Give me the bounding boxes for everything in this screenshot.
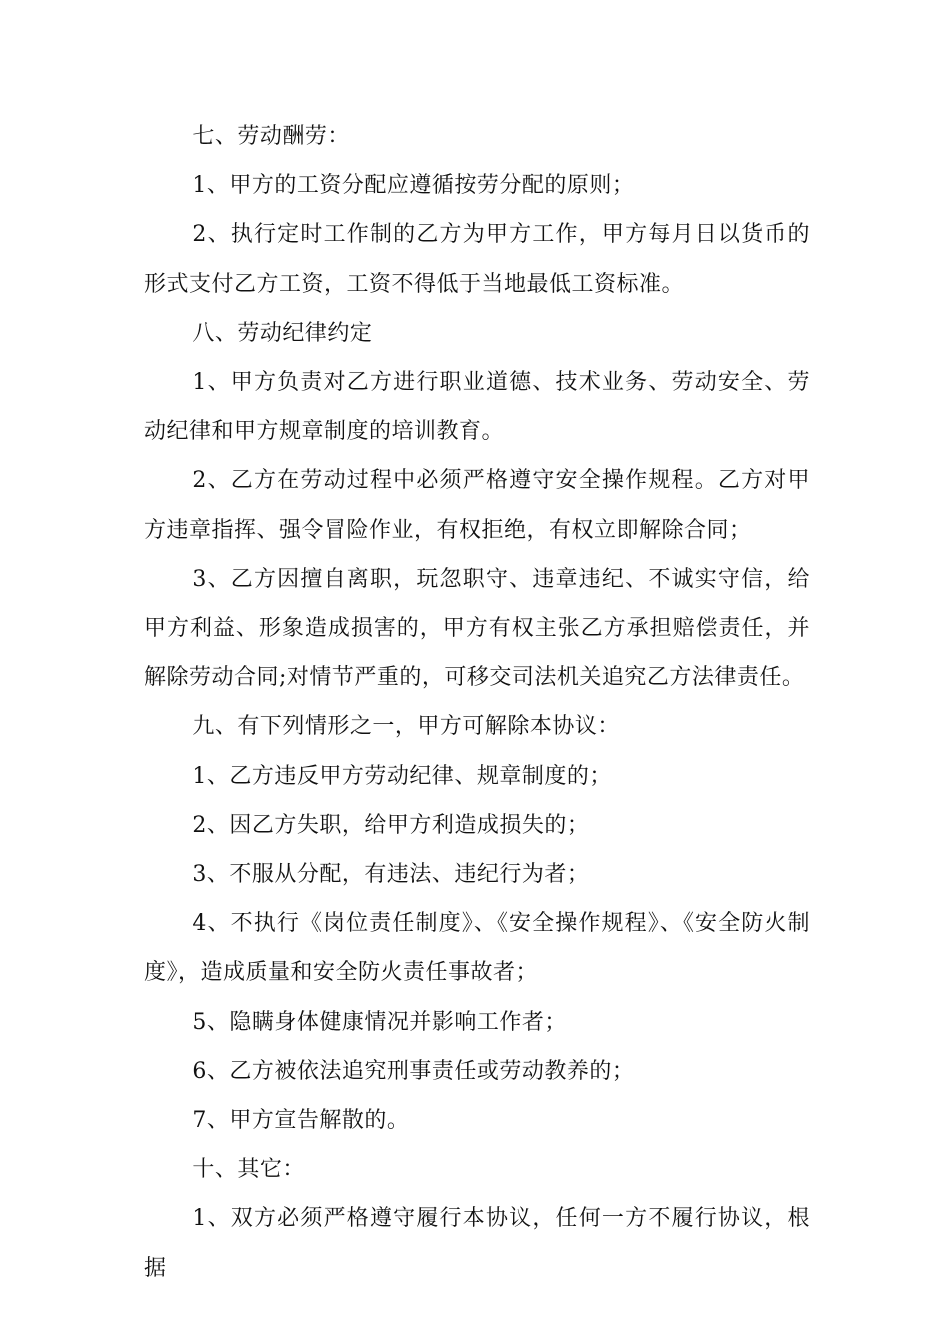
clause-8-1: 1、甲方负责对乙方进行职业道德、技术业务、劳动安全、劳动纪律和甲方规章制度的培训教育。	[144, 370, 810, 445]
section-heading-7: 七、劳动酬劳：	[192, 124, 350, 149]
clause-9-6: 6、乙方被依法追究刑事责任或劳动教养的；	[192, 1058, 635, 1084]
clause-7-1: 1、甲方的工资分配应遵循按劳分配的原则；	[192, 173, 635, 199]
clause-9-2: 2、因乙方失职，给甲方利造成损失的；	[192, 812, 590, 838]
clause-7-2: 2、执行定时工作制的乙方为甲方工作，甲方每月日以货币的形式支付乙方工资，工资不得低于当地最低工资标准。	[144, 222, 810, 297]
section-heading-10: 十、其它：	[192, 1157, 305, 1183]
document-body	[144, 112, 810, 1293]
clause-9-4: 4、不执行《岗位责任制度》、《安全操作规程》、《安全防火制度》，造成质量和安全防火责任事故者；	[144, 911, 810, 986]
section-heading-8: 八、劳动纪律约定	[192, 320, 373, 346]
clause-9-7: 7、甲方宣告解散的。	[192, 1108, 410, 1134]
clause-9-5: 5、隐瞒身体健康情况并影响工作者；	[192, 1009, 567, 1035]
section-heading-9: 九、有下列情形之一，甲方可解除本协议：	[192, 714, 620, 740]
clause-8-3: 3、乙方因擅自离职，玩忽职守、违章违纪、不诚实守信，给甲方利益、形象造成损害的，甲方有权主张乙方承担赔偿责任，并解除劳动合同;对情节严重的，可移交司法机关追究乙方法律责任。	[144, 566, 810, 691]
clause-9-1: 1、乙方违反甲方劳动纪律、规章制度的；	[192, 763, 612, 789]
clause-10-1: 1、双方必须严格遵守履行本协议，任何一方不履行协议，根据	[144, 1206, 810, 1281]
clause-8-2: 2、乙方在劳动过程中必须严格遵守安全操作规程。乙方对甲方违章指挥、强令冒险作业，有权拒绝，有权立即解除合同；	[144, 468, 810, 543]
clause-9-3: 3、不服从分配，有违法、违纪行为者；	[192, 862, 590, 888]
